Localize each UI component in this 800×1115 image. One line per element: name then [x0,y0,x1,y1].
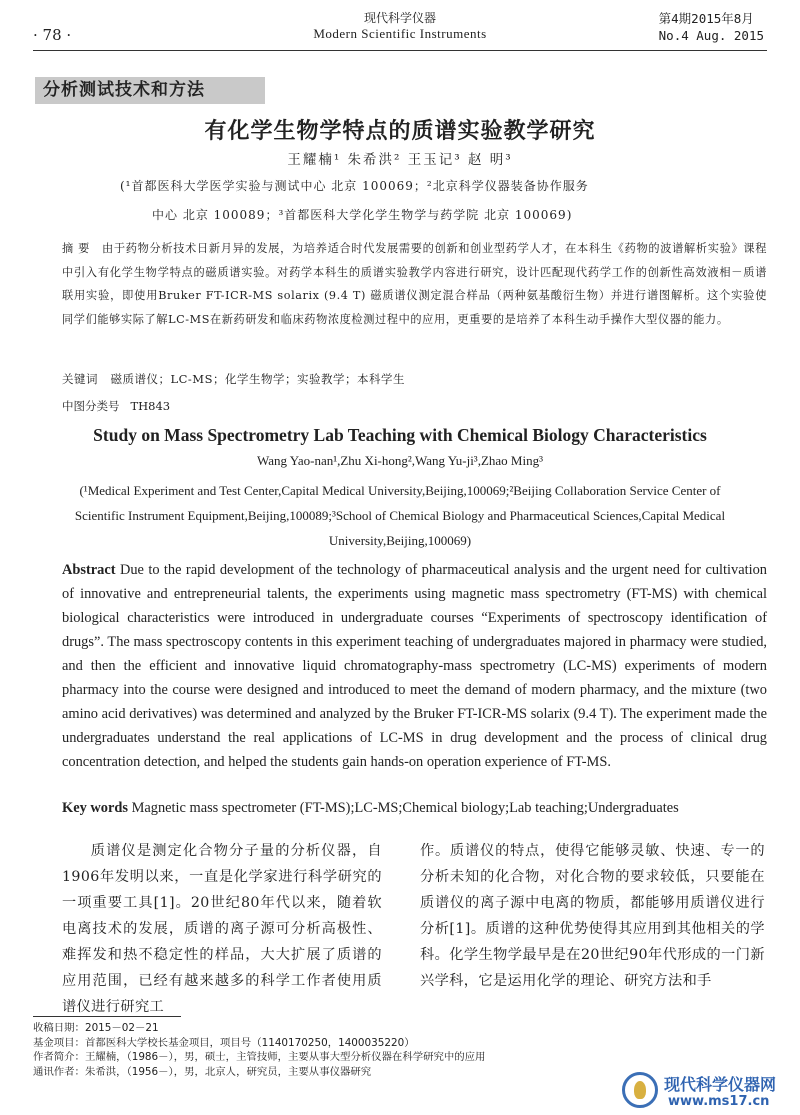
body-column-left [62,838,382,1020]
footnote-received: 收稿日期：2015－02－21 [33,1022,159,1034]
authors-en: Wang Yao-nan¹,Zhu Xi-hong²,Wang Yu-ji³,Zhao Ming³ [257,453,543,468]
affiliation-en: (¹Medical Experiment and Test Center,Capital Medical University,Beijing,100069;²Beijing Collaboration Service Center of Scientific Instrument Equipment,Beijing,100089;³School of Chemical Biology and Pharmaceutical Sciences,Capital Medical University,Beijing,100069) [74,483,726,548]
issue-info [659,10,764,44]
page-number: · 78 · [33,26,72,44]
body-text-left: 质谱仪是测定化合物分子量的分析仪器，自1906年发明以来，一直是化学家进行科学研究的一项重要工具[1]。20世纪80年代以来，随着软电离技术的发展，质谱的离子源可分析高极性、难挥发和热不稳定性的样品，大大扩展了质谱的应用范围，已经有越来越多的科学工作者使用质谱仪进行研究工 [62,843,382,1015]
header-rule [33,50,767,51]
abstract-en-text: Due to the rapid development of the technology of pharmaceutical analysis and the urgent need for cultivation of innovative and entrepreneurial talents, the experiments using magnetic mass spectrometry (FT-MS) with chemical biological characteristics were introduced in undergraduate courses “Experiments of spectroscopy identification of drugs”. The mass spectroscopy contents in this experiment teaching of undergraduates majored in pharmacy were studied, and then the efficient and innovative liquid chromatography-mass spectrometry (LC-MS) experiments of modern pharmacy into the course were designed and introduced to meet the demand of modern pharmacy, and the mixture (two amino acid derivatives) was determined and analyzed by the Bruker FT-ICR-MS solarix (9.4 T). The experiment made the undergraduates understand the real applications of LC-MS in drug development and the process of clinical drug concentration detection, and helped the students gain hands-on operation experience of FT-MS. [62,562,768,770]
classification-label: 中图分类号 [62,399,120,413]
classification-value: TH843 [130,399,171,413]
keywords-cn-text: 磁质谱仪；LC-MS；化学生物学；实验教学；本科学生 [110,372,405,386]
affiliation-cn-line1: (¹首都医科大学医学实验与测试中心 北京 100069；²北京科学仪器装备协作服务 [120,179,589,193]
watermark-logo-icon [622,1072,658,1108]
classification [62,398,170,414]
issue-en: No.4 Aug. 2015 [658,28,764,43]
abstract-en [62,558,767,774]
body-column-right: 作。质谱仪的特点，使得它能够灵敏、快速、专一的分析未知的化合物，对化合物的要求较低，只要能在质谱仪的离子源中电离的物质，都能够用质谱仪进行分析[1]。质谱的这种优势使得其应用到其他相关的学科。化学生物学最早是在20世纪90年代形成的一门新兴学科，它是运用化学的理论、研究方法和手 [420,843,765,989]
affiliation-cn-line2: 中心 北京 100089；³首都医科大学化学生物学与药学院 北京 100069) [152,208,573,222]
keywords-cn-label: 关键词 [62,372,98,386]
keywords-en-label: Key words [62,800,128,816]
keywords-en [62,800,679,817]
abstract-cn [62,237,767,331]
abstract-en-label: Abstract [62,562,116,578]
footnote-funding: 基金项目：首都医科大学校长基金项目，项目号（1140170250，1400035220） [33,1036,415,1049]
article-title-en: Study on Mass Spectrometry Lab Teaching with Chemical Biology Characteristics [93,425,707,445]
article-title-cn: 有化学生物学特点的质谱实验教学研究 [204,118,596,144]
watermark [622,1072,792,1112]
issue-cn: 第4期2015年8月 [658,11,754,26]
authors-cn: 王耀楠¹ 朱希洪² 王玉记³ 赵 明³ [287,152,513,168]
abstract-cn-text: 由于药物分析技术日新月异的发展，为培养适合时代发展需要的创新和创业型药学人才，在本科生《药物的波谱解析实验》课程中引入有化学生物学特点的磁质谱实验。对药学本科生的质谱实验教学内容进行研究，设计匹配现代药学工作的创新性高效液相－质谱联用实验，即使用Bruker FT-ICR-MS solarix (9.4 T) 磁质谱仪测定混合样品（两种氨基酸衍生物）并进行谱图解析。这个实验使同学们能够实际了解LC-MS在新药研发和临床药物浓度检测过程中的应用，更重要的是培养了本科生动手操作大型仪器的能力。 [62,242,767,326]
watermark-name: 现代科学仪器网 [664,1075,777,1094]
footnotes [33,1021,485,1079]
keywords-en-text: Magnetic mass spectrometer (FT-MS);LC-MS;Chemical biology;Lab teaching;Undergraduates [131,800,679,816]
section-banner: 分析测试技术和方法 [35,77,265,104]
footnote-rule [33,1016,181,1017]
journal-title-cn: 现代科学仪器 [363,11,436,25]
footnote-corresponding: 通讯作者：朱希洪，（1956－），男，北京人，研究员，主要从事仪器研究 [33,1065,372,1078]
abstract-cn-label: 摘 要 [62,242,90,255]
keywords-cn [62,371,405,387]
journal-title-en: Modern Scientific Instruments [313,26,487,41]
footnote-author: 作者简介：王耀楠，（1986－），男，硕士，主管技师，主要从事大型分析仪器在科学研究中的应用 [33,1051,486,1063]
watermark-url: www.ms17.cn [668,1094,770,1109]
